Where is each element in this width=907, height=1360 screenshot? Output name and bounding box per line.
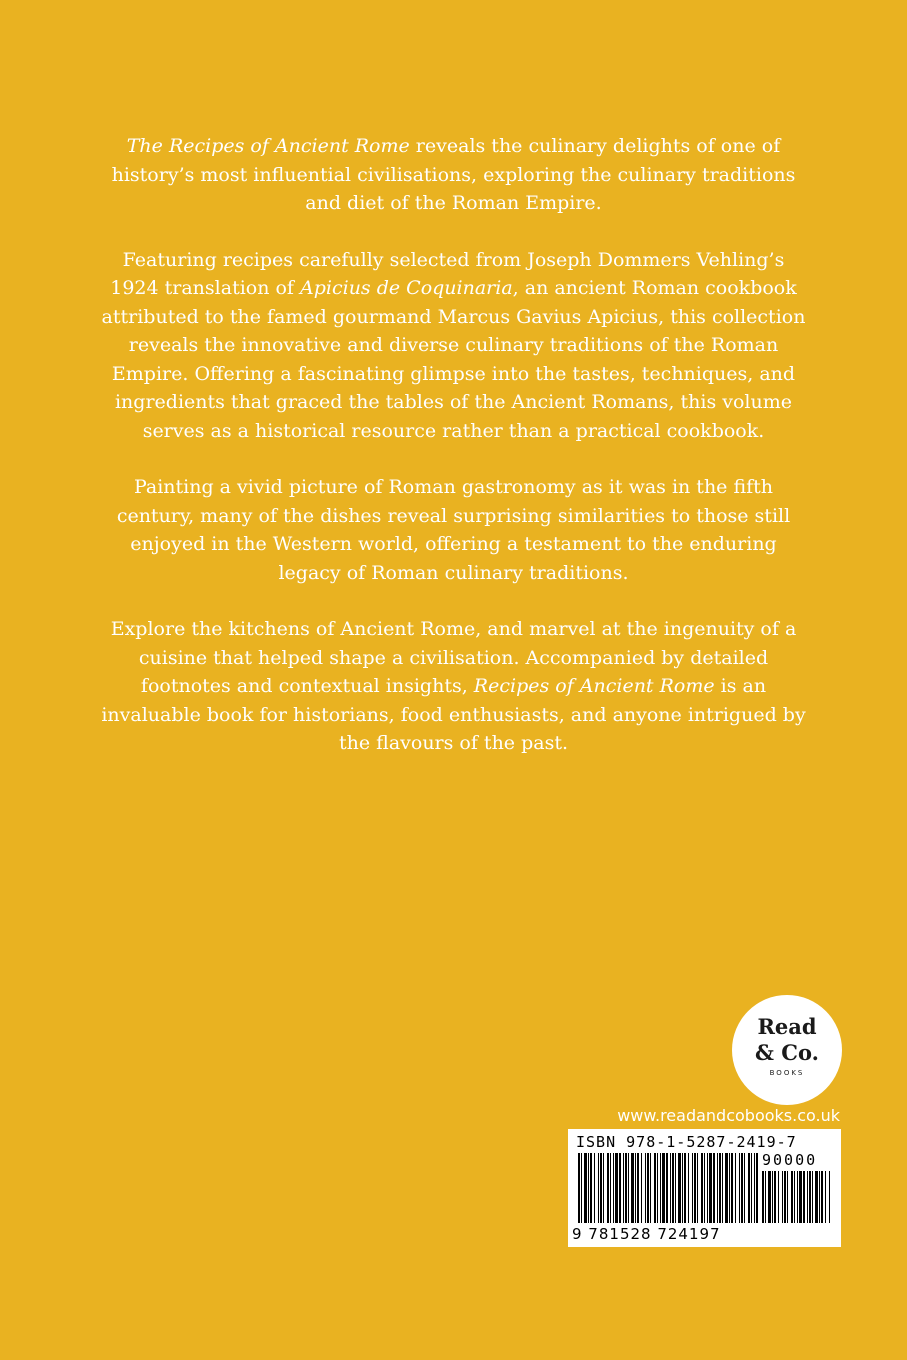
publisher-url: www.readandcobooks.co.uk <box>617 1106 840 1125</box>
source-title-italic: Apicius de Coquinaria <box>300 277 513 299</box>
blurb-p2-after: , an ancient Roman cookbook attributed to the famed gourmand Marcus Gavius Apicius, this collection reveals the innovative and diverse culinary traditions of the Roman Empire. Offering a fascinating glimpse into the tastes, techniques, and ingredients that graced the tables of the Ancient Romans, this volume serves as a historical resource rather than a practical cookbook. <box>101 277 806 442</box>
barcode-bar <box>815 1171 818 1223</box>
ean-barcode <box>578 1153 758 1223</box>
barcode-bar <box>701 1153 703 1223</box>
barcode-bar <box>594 1153 595 1223</box>
barcode-bar <box>675 1153 676 1223</box>
barcode-bar <box>751 1153 752 1223</box>
barcode-bar <box>641 1153 642 1223</box>
barcode-bar <box>744 1153 745 1223</box>
barcode-bar <box>825 1171 826 1223</box>
barcode-bar <box>819 1171 820 1223</box>
ean-digits: 9 781528 724197 <box>572 1225 721 1243</box>
barcode-bar <box>670 1153 671 1223</box>
barcode-bar <box>791 1171 793 1223</box>
barcode-bar <box>628 1153 629 1223</box>
blurb-p2-before: Featuring recipes carefully selected from Joseph Dommers Vehling’s 1924 translation of <box>110 248 785 299</box>
barcode-bar <box>717 1153 718 1223</box>
logo-line-2: & Co. <box>755 1040 819 1065</box>
logo-line-1: Read <box>757 1014 817 1039</box>
barcode-bar <box>672 1153 674 1223</box>
barcode-bar <box>709 1153 712 1223</box>
barcode-bar <box>692 1153 693 1223</box>
barcode-bar <box>607 1153 609 1223</box>
barcode-bar <box>590 1153 592 1223</box>
barcode-bar <box>600 1153 602 1223</box>
barcode-bar <box>635 1153 636 1223</box>
barcode-bar <box>829 1171 830 1223</box>
barcode-bar <box>748 1153 750 1223</box>
barcode-bar <box>631 1153 634 1223</box>
barcode-bar <box>613 1153 614 1223</box>
barcode-bar <box>625 1153 627 1223</box>
barcode-bar <box>682 1153 683 1223</box>
barcode-bar <box>797 1171 798 1223</box>
barcode-bar <box>807 1171 808 1223</box>
barcode-bar <box>713 1153 715 1223</box>
barcode-bar <box>812 1171 813 1223</box>
barcode-bar <box>654 1153 656 1223</box>
back-cover-blurb <box>100 132 807 786</box>
barcode-bar <box>657 1153 658 1223</box>
barcode-bar <box>794 1171 795 1223</box>
barcode-panel <box>568 1129 841 1247</box>
logo-line-3: BOOKS <box>769 1069 805 1077</box>
blurb-p1-text: reveals the culinary delights of one of history’s most influential civilisations, exploring the culinary traditions and diet of the Roman Empire. <box>111 135 796 214</box>
barcode-bar <box>662 1153 665 1223</box>
barcode-bar <box>647 1153 649 1223</box>
barcode-bar <box>707 1153 708 1223</box>
barcode-bar <box>735 1153 736 1223</box>
barcode-bar <box>688 1153 689 1223</box>
barcode-bar <box>772 1171 773 1223</box>
barcode-bar <box>588 1153 589 1223</box>
barcode-bar <box>729 1153 730 1223</box>
blurb-paragraph-1 <box>100 132 807 218</box>
blurb-paragraph-4 <box>100 615 807 758</box>
barcode-bar <box>610 1153 611 1223</box>
barcode-bar <box>697 1153 698 1223</box>
isbn-text: ISBN 978-1-5287-2419-7 <box>576 1133 797 1151</box>
barcode-bar <box>623 1153 624 1223</box>
barcode-bar <box>722 1153 723 1223</box>
addon-barcode <box>762 1171 834 1241</box>
barcode-bar <box>578 1153 580 1223</box>
barcode-bar <box>782 1171 783 1223</box>
barcode-bar <box>603 1153 604 1223</box>
barcode-bar <box>774 1171 776 1223</box>
barcode-bar <box>619 1153 621 1223</box>
barcode-bar <box>803 1171 805 1223</box>
barcode-bar <box>725 1153 728 1223</box>
blurb-paragraph-3: Painting a vivid picture of Roman gastronomy as it was in the fifth century, many of the dishes reveal surprising similarities to those still enjoyed in the Western world, offering a testament to the enduring legacy of Roman culinary traditions. <box>116 476 791 584</box>
barcode-bar <box>739 1153 740 1223</box>
book-title-italic: The Recipes of Ancient Rome <box>126 135 410 157</box>
barcode-bar <box>660 1153 661 1223</box>
barcode-bar <box>598 1153 599 1223</box>
blurb-paragraph-2 <box>100 246 807 446</box>
barcode-bar <box>584 1153 587 1223</box>
barcode-bar <box>719 1153 721 1223</box>
barcode-bar <box>615 1153 618 1223</box>
barcode-bar <box>684 1153 686 1223</box>
barcode-bar <box>678 1153 681 1223</box>
barcode-bar <box>741 1153 743 1223</box>
barcode-bar <box>799 1171 802 1223</box>
barcode-bar <box>768 1171 771 1223</box>
barcode-bar <box>765 1171 766 1223</box>
barcode-bar <box>581 1153 582 1223</box>
barcode-bar <box>787 1171 788 1223</box>
barcode-bar <box>694 1153 696 1223</box>
barcode-bar <box>809 1171 811 1223</box>
barcode-bar <box>821 1171 823 1223</box>
barcode-bar <box>650 1153 651 1223</box>
barcode-bar <box>666 1153 668 1223</box>
barcode-bar <box>784 1171 786 1223</box>
barcode-bar <box>762 1171 764 1223</box>
barcode-bar <box>756 1153 758 1223</box>
barcode-bar <box>754 1153 755 1223</box>
barcode-bar <box>704 1153 705 1223</box>
publisher-logo <box>732 995 842 1105</box>
blurb-p4-after: is an invaluable book for historians, food enthusiasts, and anyone intrigued by the flavours of the past. <box>101 675 806 754</box>
barcode-bar <box>731 1153 733 1223</box>
blurb-p4-before: Explore the kitchens of Ancient Rome, and marvel at the ingenuity of a cuisine that helped shape a civilisation. Accompanied by detailed footnotes and contextual insights, <box>110 618 797 697</box>
barcode-bar <box>637 1153 639 1223</box>
addon-digits: 90000 <box>762 1151 818 1169</box>
barcode-bar <box>778 1171 779 1223</box>
book-title-italic-2: Recipes of Ancient Rome <box>473 675 715 697</box>
barcode-bar <box>645 1153 646 1223</box>
